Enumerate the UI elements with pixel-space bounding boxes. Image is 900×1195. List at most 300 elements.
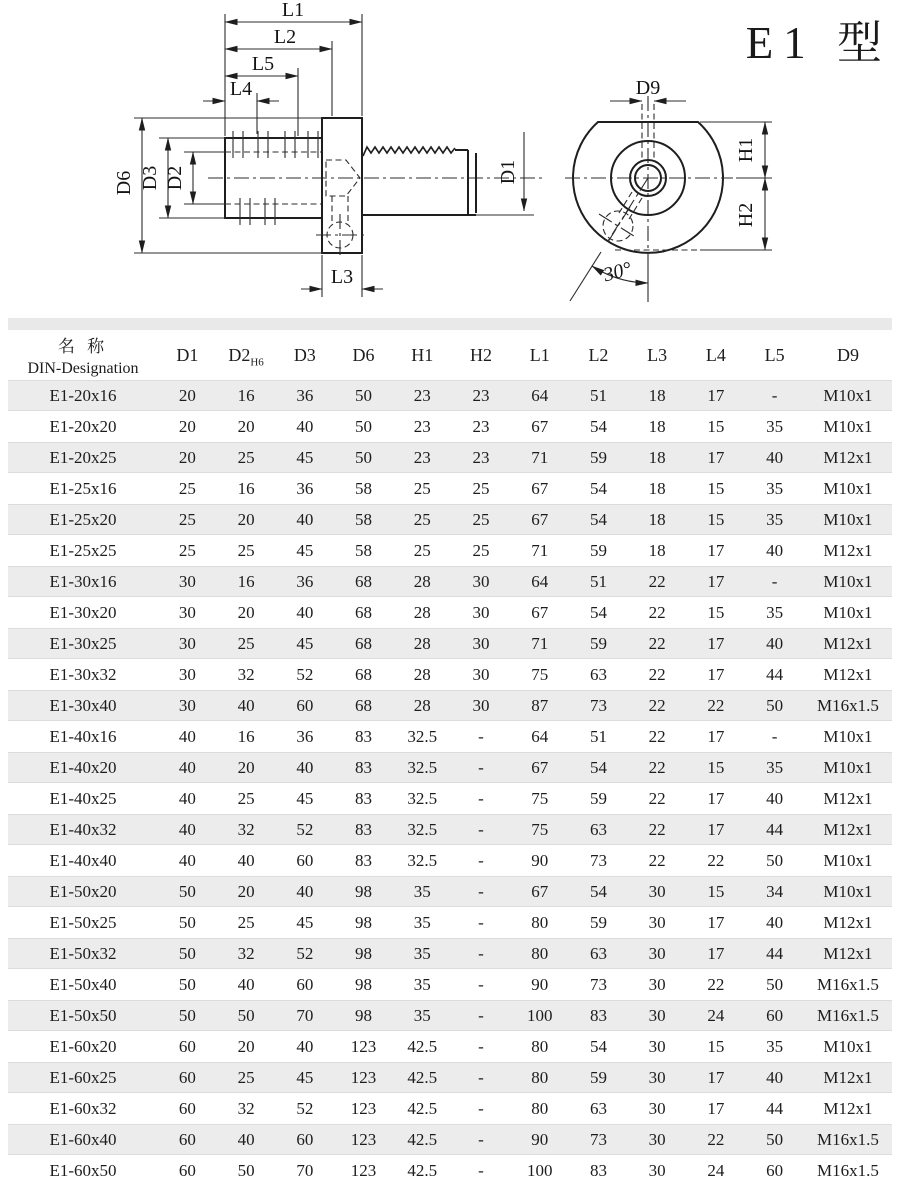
row-value: 100	[526, 1161, 553, 1180]
row-value: 17	[707, 1099, 725, 1118]
row-value: 45	[296, 913, 314, 932]
row-value: M12x1	[823, 634, 873, 653]
row-designation: E1-50x25	[49, 913, 117, 932]
row-value: M16x1.5	[817, 1130, 879, 1149]
row-value: 25	[413, 479, 431, 498]
row-value: 70	[296, 1161, 314, 1180]
row-value: 28	[413, 665, 431, 684]
row-value: 50	[178, 944, 196, 963]
row-value: 45	[296, 634, 314, 653]
row-value: -	[771, 727, 778, 746]
row-designation: E1-40x25	[49, 789, 117, 808]
row-value: 60	[296, 696, 314, 715]
row-value: 15	[707, 882, 725, 901]
row-value: 22	[707, 851, 725, 870]
technical-drawing	[0, 0, 900, 318]
row-value: 68	[355, 572, 373, 591]
row-value: 22	[707, 975, 725, 994]
row-designation: E1-25x16	[49, 479, 117, 498]
row-value: 75	[531, 665, 549, 684]
row-designation: E1-30x32	[49, 665, 117, 684]
row-value: 15	[707, 758, 725, 777]
row-value: 51	[589, 572, 607, 591]
row-value: 54	[589, 882, 607, 901]
row-value: 52	[296, 944, 314, 963]
row-value: 15	[707, 603, 725, 622]
row-value: 17	[707, 634, 725, 653]
row-value: 73	[589, 851, 607, 870]
dim-label-angle: 30°	[601, 257, 634, 287]
row-value: -	[478, 975, 484, 994]
row-value: 40	[766, 541, 784, 560]
column-header-d1: D1	[176, 344, 199, 365]
row-value: 24	[707, 1161, 725, 1180]
row-value: 80	[531, 1099, 549, 1118]
row-value: 44	[766, 1099, 784, 1118]
row-value: 20	[237, 882, 255, 901]
row-value: 23	[472, 417, 490, 436]
row-value: 23	[413, 386, 431, 405]
row-value: M10x1	[823, 479, 873, 498]
row-value: 22	[707, 696, 725, 715]
row-designation: E1-20x16	[49, 386, 117, 405]
row-value: 40	[296, 758, 314, 777]
row-value: 35	[413, 913, 431, 932]
row-value: 32	[237, 665, 255, 684]
row-value: 30	[648, 944, 666, 963]
table-row	[8, 411, 892, 442]
header-name-zh: 名 称	[57, 337, 109, 356]
row-value: 32.5	[407, 727, 438, 746]
row-value: 60	[296, 851, 314, 870]
row-value: 30	[178, 634, 196, 653]
row-value: 60	[178, 1130, 196, 1149]
row-value: 35	[413, 944, 431, 963]
row-value: 17	[707, 727, 725, 746]
row-value: 98	[355, 1006, 373, 1025]
row-value: 32	[237, 820, 255, 839]
table-row	[8, 628, 892, 659]
column-header-d6: D6	[352, 344, 375, 365]
row-designation: E1-50x40	[49, 975, 117, 994]
row-value: 80	[531, 944, 549, 963]
row-value: 50	[766, 975, 784, 994]
row-value: 64	[531, 386, 549, 405]
row-value: 52	[296, 1099, 314, 1118]
row-value: 98	[355, 944, 373, 963]
row-value: M10x1	[823, 510, 873, 529]
row-value: 28	[413, 572, 431, 591]
row-value: 50	[178, 1006, 196, 1025]
row-value: -	[478, 851, 484, 870]
row-value: 83	[355, 789, 373, 808]
row-value: 54	[589, 758, 607, 777]
row-value: 30	[472, 665, 490, 684]
row-value: -	[478, 820, 484, 839]
row-value: 25	[472, 479, 490, 498]
row-value: M12x1	[823, 541, 873, 560]
row-value: 40	[178, 820, 196, 839]
row-designation: E1-30x25	[49, 634, 117, 653]
row-value: 42.5	[407, 1130, 438, 1149]
row-value: 83	[355, 758, 373, 777]
row-value: 35	[766, 417, 784, 436]
dim-label-l3: L3	[330, 266, 354, 288]
row-value: 30	[648, 882, 666, 901]
row-designation: E1-50x50	[49, 1006, 117, 1025]
row-value: 40	[766, 634, 784, 653]
row-value: 52	[296, 820, 314, 839]
row-value: 40	[296, 603, 314, 622]
row-value: 67	[531, 479, 549, 498]
row-value: 60	[178, 1037, 196, 1056]
row-value: 58	[355, 541, 373, 560]
table-row	[8, 721, 892, 752]
row-value: M16x1.5	[817, 696, 879, 715]
table-top-band	[8, 318, 892, 330]
column-header-l3: L3	[647, 344, 668, 365]
row-value: 80	[531, 1068, 549, 1087]
row-value: 60	[178, 1099, 196, 1118]
row-value: 35	[766, 603, 784, 622]
row-value: M10x1	[823, 603, 873, 622]
table-row	[8, 907, 892, 938]
table-row	[8, 876, 892, 907]
row-value: 50	[237, 1006, 255, 1025]
row-value: 20	[237, 603, 255, 622]
row-value: 71	[531, 448, 549, 467]
row-value: 35	[413, 1006, 431, 1025]
row-value: 59	[589, 634, 607, 653]
row-value: 30	[178, 665, 196, 684]
row-value: 58	[355, 510, 373, 529]
row-value: M10x1	[823, 727, 873, 746]
row-value: 23	[472, 448, 490, 467]
front-view	[565, 77, 772, 302]
dim-label-d1: D1	[497, 159, 519, 185]
row-value: 75	[531, 789, 549, 808]
row-value: 22	[707, 1130, 725, 1149]
row-value: 22	[648, 820, 666, 839]
row-value: 64	[531, 727, 549, 746]
row-value: 30	[472, 634, 490, 653]
row-value: 40	[178, 789, 196, 808]
row-value: 17	[707, 541, 725, 560]
table-row	[8, 752, 892, 783]
row-value: 80	[531, 913, 549, 932]
row-value: 68	[355, 603, 373, 622]
row-value: 87	[531, 696, 549, 715]
row-value: 60	[178, 1161, 196, 1180]
row-value: 40	[178, 851, 196, 870]
row-value: 50	[237, 1161, 255, 1180]
row-value: 22	[648, 851, 666, 870]
row-designation: E1-60x50	[49, 1161, 117, 1180]
row-value: 59	[589, 913, 607, 932]
row-value: M10x1	[823, 851, 873, 870]
row-value: 17	[707, 1068, 725, 1087]
header-name-en: DIN-Designation	[27, 360, 139, 377]
row-value: M12x1	[823, 1068, 873, 1087]
row-value: 20	[237, 510, 255, 529]
row-value: 71	[531, 541, 549, 560]
row-value: 45	[296, 1068, 314, 1087]
row-value: 18	[648, 541, 666, 560]
row-value: 25	[237, 448, 255, 467]
row-value: 50	[766, 696, 784, 715]
row-value: 25	[237, 1068, 255, 1087]
row-value: 83	[589, 1006, 607, 1025]
row-value: M10x1	[823, 572, 873, 591]
dim-label-d9: D9	[635, 77, 661, 99]
row-value: 17	[707, 572, 725, 591]
row-designation: E1-60x25	[49, 1068, 117, 1087]
row-value: 40	[766, 1068, 784, 1087]
row-value: 42.5	[407, 1037, 438, 1056]
row-value: 50	[766, 1130, 784, 1149]
table-row	[8, 442, 892, 473]
dim-label-l1: L1	[281, 0, 305, 21]
row-designation: E1-30x40	[49, 696, 117, 715]
row-value: -	[771, 386, 778, 405]
row-value: 20	[237, 417, 255, 436]
row-value: 30	[648, 1037, 666, 1056]
row-designation: E1-50x32	[49, 944, 117, 963]
column-header-l2: L2	[588, 344, 609, 365]
row-value: 73	[589, 975, 607, 994]
row-designation: E1-60x40	[49, 1130, 117, 1149]
row-designation: E1-40x32	[49, 820, 117, 839]
row-value: 42.5	[407, 1068, 438, 1087]
row-designation: E1-20x25	[49, 448, 117, 467]
row-value: 22	[648, 634, 666, 653]
row-designation: E1-20x20	[49, 417, 117, 436]
table-row	[8, 1093, 892, 1124]
row-value: 30	[648, 1006, 666, 1025]
row-value: 15	[707, 479, 725, 498]
row-value: 59	[589, 448, 607, 467]
row-value: 17	[707, 944, 725, 963]
row-value: 28	[413, 634, 431, 653]
column-header-d9: D9	[836, 344, 859, 365]
row-designation: E1-40x40	[49, 851, 117, 870]
row-value: 22	[648, 727, 666, 746]
row-value: 20	[178, 448, 196, 467]
row-value: 25	[237, 913, 255, 932]
row-value: 44	[766, 665, 784, 684]
row-value: M12x1	[823, 665, 873, 684]
row-value: 90	[531, 975, 549, 994]
row-value: 40	[237, 975, 255, 994]
row-value: 42.5	[407, 1099, 438, 1118]
row-designation: E1-25x20	[49, 510, 117, 529]
table-row	[8, 845, 892, 876]
row-value: -	[478, 882, 484, 901]
row-value: 30	[178, 696, 196, 715]
table-row	[8, 504, 892, 535]
table-row	[8, 969, 892, 1000]
row-value: 18	[648, 386, 666, 405]
row-value: 17	[707, 913, 725, 932]
row-value: 123	[350, 1037, 377, 1056]
page-title: E1 型	[745, 18, 892, 68]
row-value: 54	[589, 417, 607, 436]
row-value: 60	[296, 1130, 314, 1149]
column-header-h1: H1	[411, 344, 434, 365]
row-value: 50	[766, 851, 784, 870]
row-value: M10x1	[823, 758, 873, 777]
row-value: 40	[296, 882, 314, 901]
row-value: -	[478, 1161, 484, 1180]
row-value: -	[771, 572, 778, 591]
table-row	[8, 597, 892, 628]
row-value: M12x1	[823, 1099, 873, 1118]
row-value: 67	[531, 510, 549, 529]
row-value: -	[478, 1130, 484, 1149]
row-value: 28	[413, 696, 431, 715]
row-value: 50	[178, 913, 196, 932]
row-value: M12x1	[823, 820, 873, 839]
dim-label-h2: H2	[735, 202, 757, 228]
row-value: 123	[350, 1068, 377, 1087]
row-value: 67	[531, 758, 549, 777]
row-value: 15	[707, 417, 725, 436]
table-row	[8, 1124, 892, 1155]
row-value: 32	[237, 1099, 255, 1118]
row-value: 25	[237, 634, 255, 653]
table-header-row	[8, 330, 892, 380]
row-value: 40	[178, 727, 196, 746]
row-value: M16x1.5	[817, 1006, 879, 1025]
row-designation: E1-25x25	[49, 541, 117, 560]
row-value: 67	[531, 603, 549, 622]
dim-label-l5: L5	[251, 53, 275, 75]
row-value: 40	[296, 1037, 314, 1056]
side-view	[113, 0, 545, 297]
row-value: 58	[355, 479, 373, 498]
row-value: 35	[766, 479, 784, 498]
row-value: 30	[648, 1161, 666, 1180]
row-value: 15	[707, 510, 725, 529]
table-row	[8, 659, 892, 690]
row-value: 36	[296, 479, 314, 498]
row-value: 67	[531, 882, 549, 901]
row-value: 40	[237, 851, 255, 870]
row-value: 73	[589, 696, 607, 715]
row-value: 73	[589, 1130, 607, 1149]
dim-label-l4: L4	[229, 78, 253, 100]
row-value: 22	[648, 696, 666, 715]
row-value: 70	[296, 1006, 314, 1025]
row-value: 15	[707, 1037, 725, 1056]
row-value: 32.5	[407, 758, 438, 777]
row-value: 45	[296, 789, 314, 808]
row-value: -	[478, 1037, 484, 1056]
row-value: 63	[589, 820, 607, 839]
row-value: 52	[296, 665, 314, 684]
row-value: 98	[355, 882, 373, 901]
row-value: 20	[178, 417, 196, 436]
row-value: 63	[589, 1099, 607, 1118]
row-value: 59	[589, 1068, 607, 1087]
row-value: 123	[350, 1099, 377, 1118]
row-value: 54	[589, 1037, 607, 1056]
row-value: 54	[589, 479, 607, 498]
row-value: 30	[178, 603, 196, 622]
row-value: -	[478, 1068, 484, 1087]
row-value: 51	[589, 727, 607, 746]
row-value: 68	[355, 634, 373, 653]
row-value: 50	[178, 975, 196, 994]
row-value: 20	[237, 1037, 255, 1056]
row-value: 36	[296, 386, 314, 405]
row-designation: E1-40x16	[49, 727, 117, 746]
row-value: 90	[531, 1130, 549, 1149]
row-value: 59	[589, 541, 607, 560]
row-value: 32	[237, 944, 255, 963]
row-value: 35	[413, 882, 431, 901]
table-row	[8, 566, 892, 597]
row-value: 123	[350, 1130, 377, 1149]
row-value: 30	[648, 975, 666, 994]
row-value: 60	[766, 1161, 784, 1180]
row-value: 36	[296, 572, 314, 591]
row-value: 40	[766, 913, 784, 932]
table-row	[8, 1031, 892, 1062]
row-value: 90	[531, 851, 549, 870]
row-value: M10x1	[823, 1037, 873, 1056]
row-value: M16x1.5	[817, 975, 879, 994]
row-value: 16	[237, 727, 255, 746]
row-value: 83	[589, 1161, 607, 1180]
row-value: M12x1	[823, 913, 873, 932]
dim-label-d3: D3	[139, 165, 161, 191]
row-value: M10x1	[823, 882, 873, 901]
row-value: 71	[531, 634, 549, 653]
row-value: 25	[237, 541, 255, 560]
row-value: 68	[355, 696, 373, 715]
row-value: 51	[589, 386, 607, 405]
row-value: M12x1	[823, 944, 873, 963]
row-designation: E1-40x20	[49, 758, 117, 777]
row-value: 16	[237, 386, 255, 405]
row-value: 83	[355, 820, 373, 839]
row-value: 44	[766, 820, 784, 839]
row-value: 18	[648, 448, 666, 467]
row-designation: E1-30x20	[49, 603, 117, 622]
row-value: 25	[178, 541, 196, 560]
row-value: 16	[237, 572, 255, 591]
row-value: 54	[589, 510, 607, 529]
row-value: 17	[707, 789, 725, 808]
row-designation: E1-30x16	[49, 572, 117, 591]
row-value: 35	[766, 758, 784, 777]
table-row	[8, 1155, 892, 1186]
row-value: M12x1	[823, 448, 873, 467]
row-value: 64	[531, 572, 549, 591]
row-value: 25	[178, 510, 196, 529]
dim-label-d6: D6	[113, 170, 135, 196]
row-value: 123	[350, 1161, 377, 1180]
row-value: 40	[296, 510, 314, 529]
row-value: 35	[766, 1037, 784, 1056]
row-value: 17	[707, 665, 725, 684]
row-value: -	[478, 944, 484, 963]
row-value: 45	[296, 448, 314, 467]
row-value: 30	[178, 572, 196, 591]
column-header-h2: H2	[469, 344, 492, 365]
row-value: 22	[648, 603, 666, 622]
